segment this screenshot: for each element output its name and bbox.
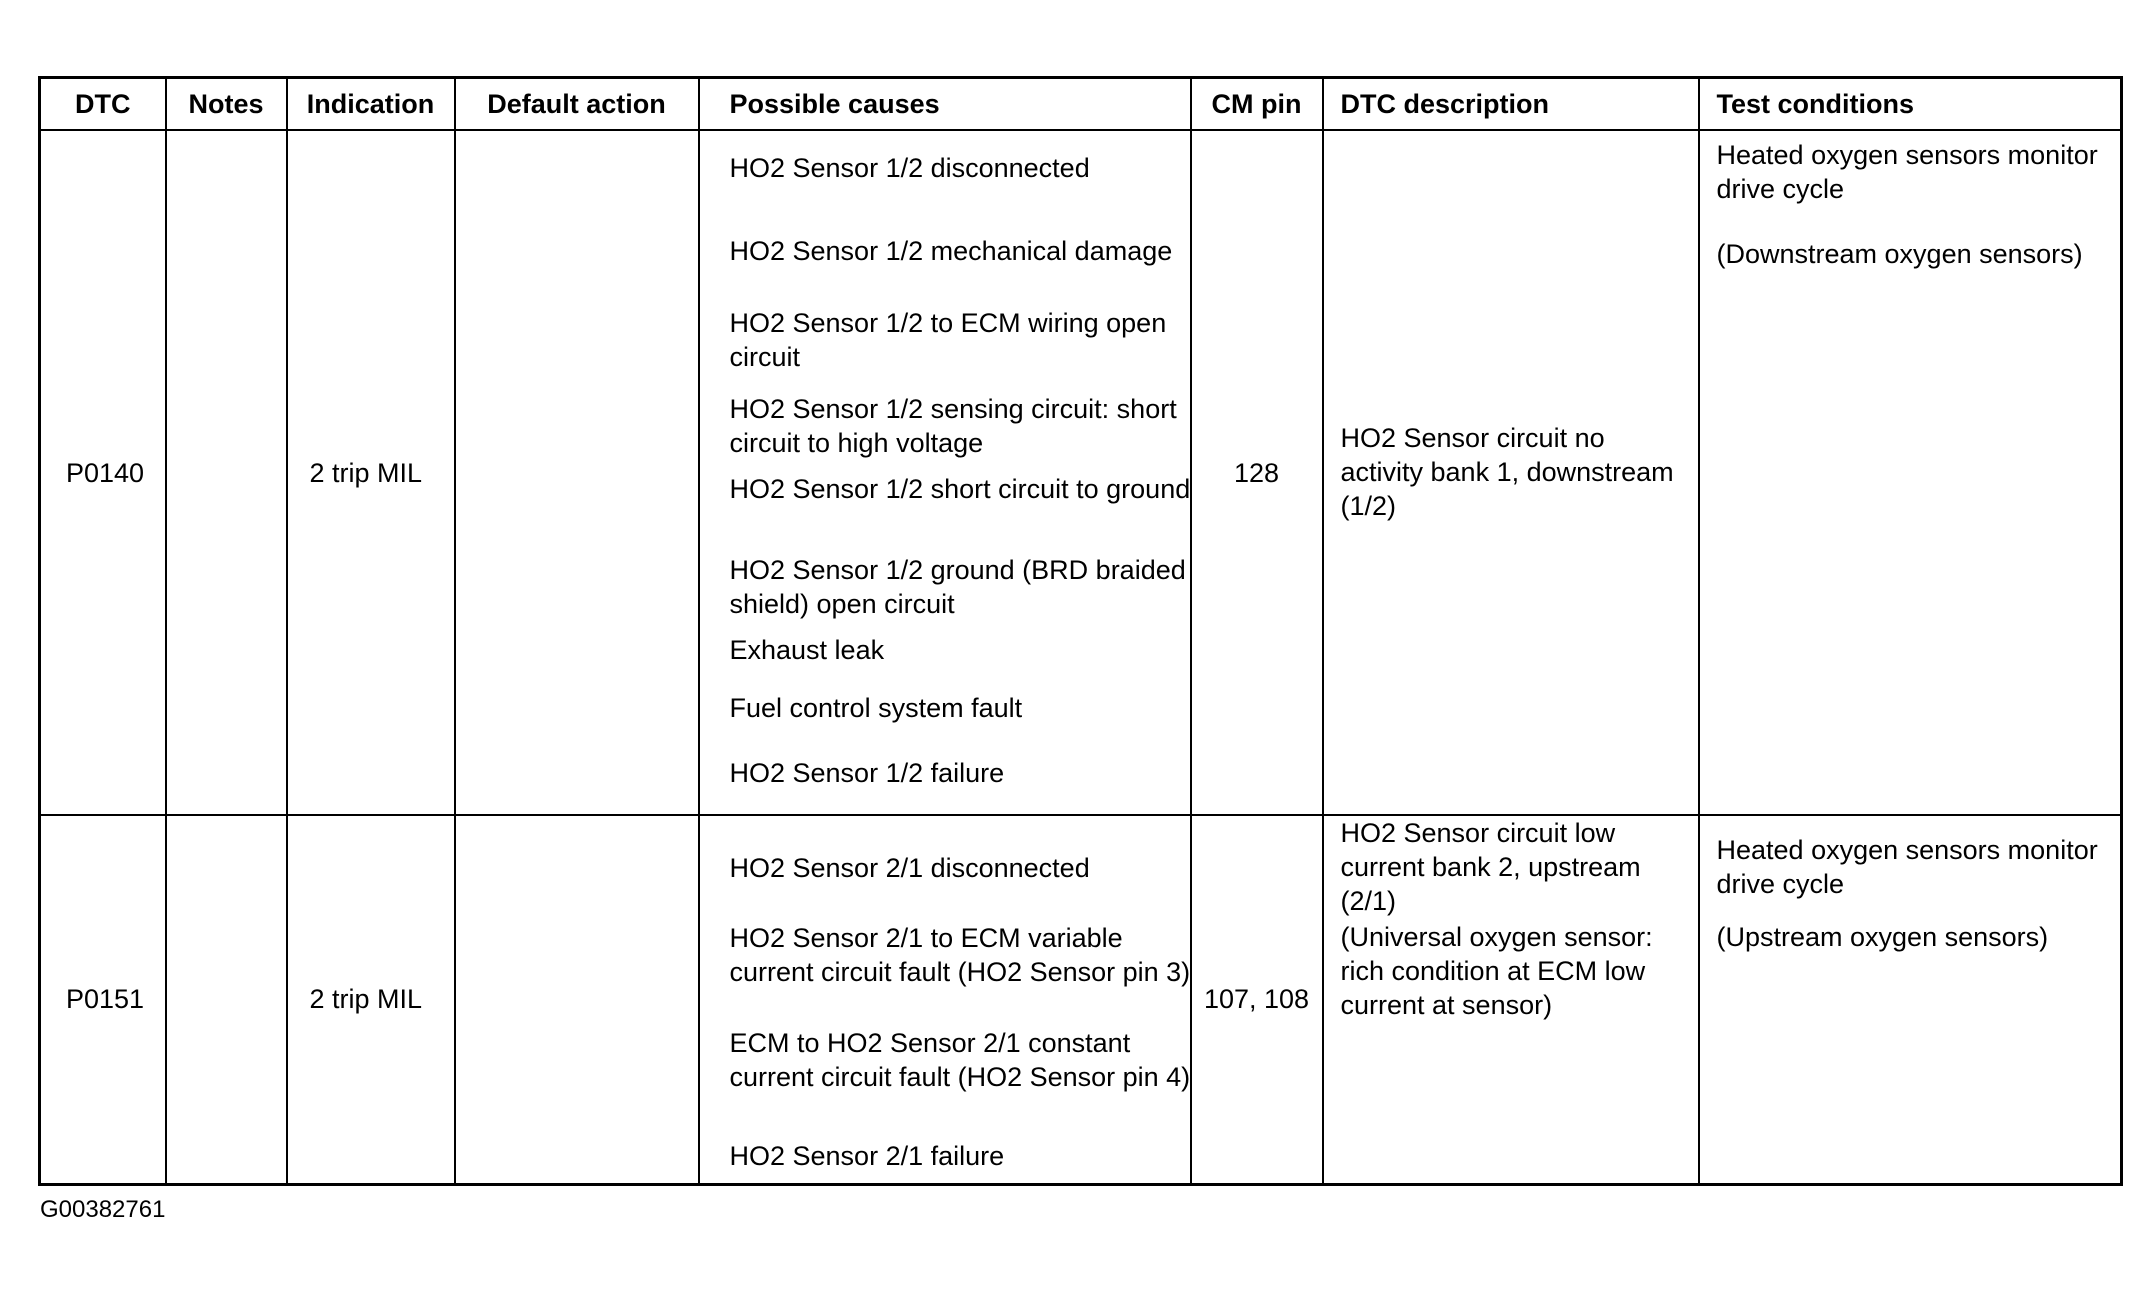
cause-item: HO2 Sensor 2/1 disconnected: [729, 853, 1090, 883]
description-text: (Universal oxygen sensor: rich condition at ECM low current at sensor): [1340, 922, 1653, 1020]
cause-item: HO2 Sensor 1/2 short circuit to ground: [729, 474, 1191, 504]
cm-pin-cell: 107, 108: [1191, 815, 1323, 1184]
notes-cell: [166, 130, 287, 815]
dtc-code: P0140: [40, 130, 166, 815]
header-possible-causes: Possible causes: [699, 78, 1191, 131]
header-row: [40, 78, 2122, 131]
cause-item: HO2 Sensor 1/2 disconnected: [729, 153, 1090, 183]
cause-item: Fuel control system fault: [729, 693, 1023, 723]
header-cm-pin: CM pin: [1191, 78, 1323, 131]
indication-cell: 2 trip MIL: [287, 815, 455, 1184]
notes-cell: [166, 815, 287, 1184]
cause-item: Exhaust leak: [729, 635, 885, 665]
cause-item: HO2 Sensor 1/2 sensing circuit: short circuit to high voltage: [729, 394, 1177, 458]
cause-item: HO2 Sensor 1/2 failure: [729, 758, 1005, 788]
cause-item: HO2 Sensor 1/2 ground (BRD braided shield) open circuit: [729, 555, 1186, 619]
table-row: [40, 815, 2122, 1184]
dtc-description-cell: [1323, 130, 1699, 815]
cause-item: HO2 Sensor 2/1 failure: [729, 1141, 1005, 1171]
condition-text: (Downstream oxygen sensors): [1716, 239, 2083, 269]
cause-item: ECM to HO2 Sensor 2/1 constant current circuit fault (HO2 Sensor pin 4): [729, 1028, 1191, 1092]
cause-item: HO2 Sensor 1/2 mechanical damage: [729, 236, 1173, 266]
test-conditions-cell: [1699, 130, 2122, 815]
header-dtc: DTC: [40, 78, 166, 131]
condition-text: (Upstream oxygen sensors): [1716, 922, 2049, 952]
table-row: [40, 130, 2122, 815]
cause-item: HO2 Sensor 1/2 to ECM wiring open circuit: [729, 308, 1167, 372]
description-text: HO2 Sensor circuit no activity bank 1, downstream (1/2): [1340, 423, 1674, 521]
cause-item: HO2 Sensor 2/1 to ECM variable current circuit fault (HO2 Sensor pin 3): [729, 923, 1191, 987]
default-action-cell: [455, 130, 699, 815]
description-text: HO2 Sensor circuit low current bank 2, upstream (2/1): [1340, 818, 1641, 916]
header-indication: Indication: [287, 78, 455, 131]
default-action-cell: [455, 815, 699, 1184]
header-dtc-description: DTC description: [1323, 78, 1699, 131]
dtc-code: P0151: [40, 815, 166, 1184]
figure-id: G00382761: [40, 1196, 166, 1223]
test-conditions-cell: [1699, 815, 2122, 1184]
cm-pin-cell: 128: [1191, 130, 1323, 815]
condition-text: Heated oxygen sensors monitor drive cycle: [1716, 140, 2098, 204]
header-test-conditions: Test conditions: [1699, 78, 2122, 131]
dtc-table: [38, 76, 2123, 1186]
header-notes: Notes: [166, 78, 287, 131]
possible-causes-cell: [699, 815, 1191, 1184]
condition-text: Heated oxygen sensors monitor drive cycle: [1716, 835, 2098, 899]
header-default-action: Default action: [455, 78, 699, 131]
dtc-description-cell: [1323, 815, 1699, 1184]
indication-cell: 2 trip MIL: [287, 130, 455, 815]
possible-causes-cell: [699, 130, 1191, 815]
